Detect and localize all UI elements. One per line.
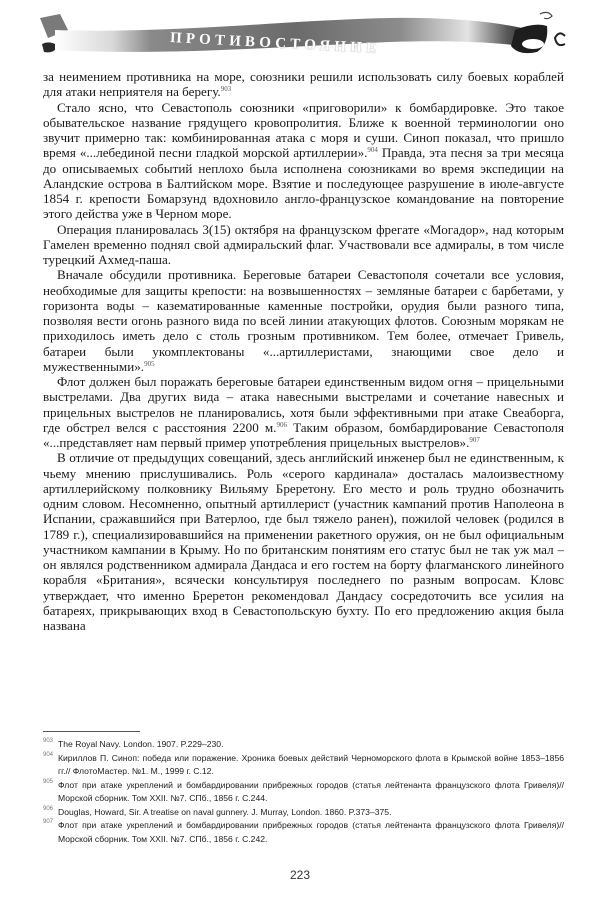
footnote-ref[interactable]: 903	[220, 85, 232, 94]
paragraph-text: за неимением противника на море, союзники решили использовать силу боевых кораблей для атаки неприятеля на берегу.	[43, 69, 564, 100]
footnote	[43, 819, 564, 846]
footnote-divider	[43, 731, 140, 732]
paragraph-text: В отличие от предыдущих совещаний, здесь английский инженер был не единственным, к чьему мнению прислушивались. Роль «серого кардинала» досталась малоизвестному артиллерийскому полковнику Вильяму Бреретону. Его место и роль трудно обозначить одним словом. Несомненно, опытный артиллерист (участник кампаний против Наполеона в Испании, сражавшийся при Ватерлоо, где был тяжело ранен), пожилой человек (родился в 1789 г.), специализировавшийся на применении ракетного оружия, он не был официальным участником кампании в Крыму. Но по британским понятиям его статус был не так уж мал – он являлся родственником адмирала Дандаса и его гостем на борту флагманского линейного корабля «Британия», всячески консультируя последнего по разным вопросам. Кловс утверждает, что именно Бреретон рекомендовал Дандасу сосредоточить все усилия на батареях, прикрывающих вход в Севастопольскую бухту. По его предложению акция была названа	[43, 450, 564, 633]
paragraph	[43, 100, 564, 222]
paragraph-text: Флот должен был поражать береговые батареи единственным видом огня – прицельными выстрелами. Два других вида – атака навесными выстрелами и сочетание навесных и прицельных выстрелов не планировались, хотя были эффективными при атаке Свеаборга, где обстрел велся с расстояния 2200 м.	[43, 374, 564, 435]
footnote-number: 903	[43, 738, 54, 744]
paragraph	[43, 267, 564, 374]
footnote-text: Флот при атаке укреплений и бомбардировании прибрежных городов (статья лейтенанта французского флота Гривеля)// Морской сборник. Том XXII. №7. СПб., 1856 г. С.244.	[58, 779, 564, 803]
footnote-number: 904	[43, 751, 54, 758]
paragraph-text: Правда, эта песня за три месяца до описываемых событий неплохо была исполнена союзниками во время экспедиции на Аландские острова в Балтийском море. Взятие и последующее разрушение в июле-августе 1854 г. крепости Бомарзунд вдохновило англо-французское командование на повторение этого действа уже в Черном море.	[43, 145, 564, 222]
paragraph	[43, 450, 564, 633]
chapter-banner	[30, 8, 580, 66]
footnote	[43, 806, 564, 820]
footnote-ref[interactable]: 904	[367, 146, 378, 155]
footnote-text: Douglas, Howard, Sir. A treatise on naval gunnery. J. Murray, London. 1860. P.373–375.	[58, 806, 392, 817]
paragraph-text: Вначале обсудили противника. Береговые батареи Севастополя сочетали все условия, необходимые для защиты крепости: на возвышенностях – земляные батареи с барбетами, у горизонта воды – казематированные каменные постройки, орудия были разного типа, позволяя вести огонь разного вида по всей линии атакующих флотов. Союзным морякам не приходилось иметь дело с столь грозным противником. Тем более, отмечает Гривель, батареи были укомплектованы «...артиллеристами, знающими свое дело и мужественными».	[43, 267, 564, 374]
footnote-text: Флот при атаке укреплений и бомбардировании прибрежных городов (статья лейтенанта французского флота Гривеля)// Морской сборник. Том XXII. №7. СПб., 1856 г. С.242.	[58, 820, 564, 844]
footnote	[43, 779, 564, 806]
main-text	[43, 69, 564, 633]
paragraph	[43, 69, 564, 100]
paragraph-text: Стало ясно, что Севастополь союзники «приговорили» к бомбардировке. Это такое обывательское название грядущего кровопролития. Ближе к военной терминологии оно звучит примерно так: комбинированная атака с моря и суши. Синоп показал, что пришло время «...лебединой песни гладкой морской артиллерии».	[43, 99, 564, 161]
footnote-text: The Royal Navy. London. 1907. P.229–230.	[58, 739, 224, 749]
footnote	[43, 752, 564, 779]
page-number: 223	[289, 868, 311, 882]
footnote-number: 906	[43, 805, 54, 812]
footnote	[43, 738, 564, 752]
footnote-number: 905	[43, 778, 54, 785]
footnote-ref[interactable]: 906	[276, 420, 287, 429]
footnote-ref[interactable]: 907	[469, 436, 480, 444]
footnotes	[43, 738, 564, 846]
footnote-ref[interactable]: 905	[144, 359, 155, 368]
paragraph-text: Таким образом, бомбардирование Севастополя «...представляет нам первый пример употребления прицельных выстрелов».	[43, 419, 564, 450]
chapter-title: ПРОТИВОСТОЯНИЕ	[169, 30, 381, 58]
footnote-number: 907	[43, 819, 54, 825]
footnote-text: Кириллов П. Синоп: победа или поражение. Хроника боевых действий Черноморского флота в Крымской войне 1853–1856 гг.// ФлотоМастер. №1. М., 1999 г. С.12.	[58, 752, 564, 776]
paragraph-text: Операция планировалась 3(15) октября на французском фрегате «Могадор», над которым Гамелен временно поднял свой адмиральский флаг. Участвовали все адмиралы, в том числе турецкий Ахмед-паша.	[43, 221, 564, 267]
paragraph	[43, 222, 564, 268]
paragraph	[43, 374, 564, 450]
